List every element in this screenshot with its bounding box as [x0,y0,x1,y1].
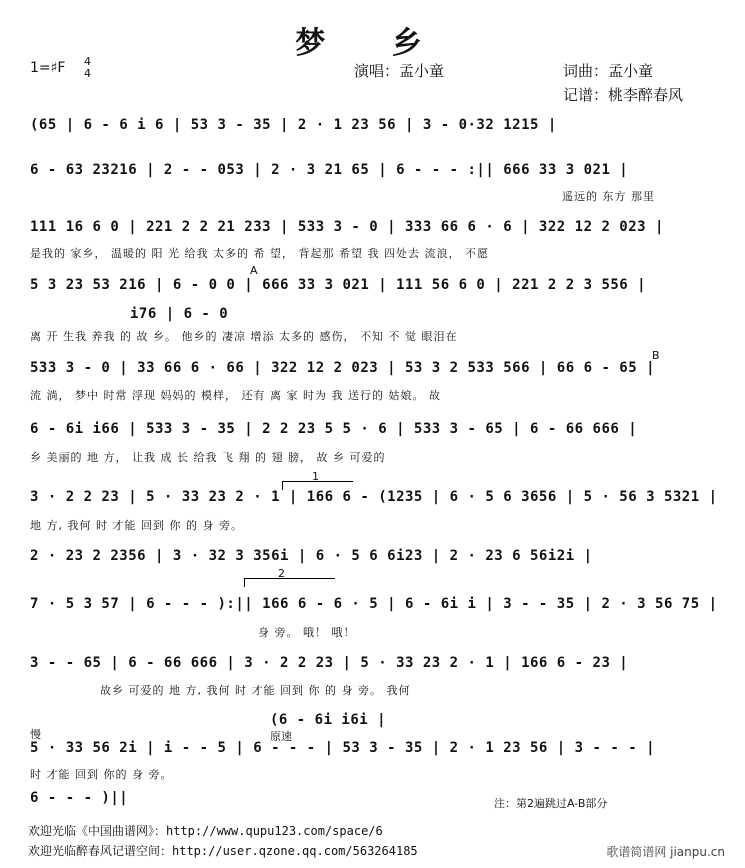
page-title: 梦 乡 [295,26,450,61]
key-signature: 1=♯F [30,60,66,76]
footer-line-1: 欢迎光临《中国曲谱网》：http://www.qupu123.com/space/6 [28,824,383,838]
time-signature [84,56,91,80]
score-row-5: 533 3 - 0 | 33 66 6 · 66 | 322 12 2 023 | 53 3 2 533 566 | 66 6 - 65 | [30,360,656,376]
tempo-slow: 慢 [30,728,41,741]
lyrics-row-6: 乡 美丽的 地 方， 让我 成 长 给我 飞 翔 的 翅 膀， 故 乡 可爱的 [30,451,386,464]
watermark: 歌谱简谱网 jianpu.cn [606,845,725,859]
score-row-9: 7 · 5 3 57 | 6 - - - ):|| 166 6 - 6 · 5 | 6 - 6i i | 3 - - 35 | 2 · 3 56 75 | [30,596,718,612]
score-row-4: 5 3 23 53 216 | 6 - 0 0 | 666 33 3 021 | 111 56 6 0 | 221 2 2 3 556 | [30,277,647,293]
segno-b: B [652,349,660,362]
score-row-10: 3 - - 65 | 6 - 66 666 | 3 · 2 2 23 | 5 · 33 23 2 · 1 | 166 6 - 23 | [30,655,629,671]
volta-1-label: 1 [312,470,319,483]
lyrics-row-7: 地 方, 我何 时 才能 回到 你 的 身 旁。 [30,519,243,532]
volta-2-label: 2 [278,567,285,580]
footer-line-2: 欢迎光临醉春风记谱空间：http://user.qzone.qq.com/563264185 [28,844,418,858]
score-row-7: 3 · 2 2 23 | 5 · 33 23 2 · 1 | 166 6 - (1235 | 6 · 5 6 3656 | 5 · 56 3 5321 | [30,489,718,505]
time-signature-top: 4 [84,55,91,68]
lyrics-row-10: 故乡 可爱的 地 方, 我何 时 才能 回到 你 的 身 旁。 我何 [100,684,411,697]
lyrics-row-4: 离 开 生我 养我 的 故 乡。 他乡的 凄凉 增添 太多的 感伤， 不知 不 觉 眼泪在 [30,330,458,343]
score-row-4-alt: i76 | 6 - 0 [130,306,229,322]
score-row-11: 5 · 33 56 2i | i - - 5 | 6 - - - | 53 3 - 35 | 2 · 1 23 56 | 3 - - - | [30,740,656,756]
tempo-original: 原速 [270,730,292,743]
transcriber: 记谱：桃李醉春风 [563,86,684,104]
score-row-12: 6 - - - )|| [30,790,129,806]
lyrics-row-5: 流 淌， 梦中 时常 浮现 妈妈的 模样， 还有 离 家 时为 我 送行的 姑娘。 故 [30,389,441,402]
score-row-6: 6 - 6i i66 | 533 3 - 35 | 2 2 23 5 5 · 6 | 533 3 - 65 | 6 - 66 666 | [30,421,638,437]
performance-note: 注：第2遍跳过A-B部分 [494,797,608,810]
lyrics-row-9: 身 旁。 哦！ 哦！ [258,626,356,639]
segno-a: A [250,264,258,277]
score-row-3: 111 16 6 0 | 221 2 2 21 233 | 533 3 - 0 | 333 66 6 · 6 | 322 12 2 023 | [30,219,664,235]
volta-bracket-2 [244,578,335,587]
score-row-2: 6 - 63 23216 | 2 - - 053 | 2 · 3 21 65 | 6 - - - :|| 666 33 3 021 | [30,162,629,178]
score-row-1: (65 | 6 - 6 i 6 | 53 3 - 35 | 2 · 1 23 56 | 3 - 0·32 1215 | [30,117,557,133]
alt-ending: (6 - 6i i6i | [270,712,387,728]
lyrics-row-11: 时 才能 回到 你的 身 旁。 [30,768,173,781]
lyrics-row-2: 遥远的 东方 那里 [562,190,655,203]
singer: 演唱：孟小童 [354,62,445,80]
score-row-8: 2 · 23 2 2356 | 3 · 32 3 356i | 6 · 5 6 6i23 | 2 · 23 6 56i2i | [30,548,593,564]
time-signature-bottom: 4 [84,67,91,80]
composer: 词曲：孟小童 [563,62,654,80]
lyrics-row-3: 是我的 家乡， 温暖的 阳 光 给我 太多的 希 望， 背起那 希望 我 四处去 流浪， 不愿 [30,247,489,260]
